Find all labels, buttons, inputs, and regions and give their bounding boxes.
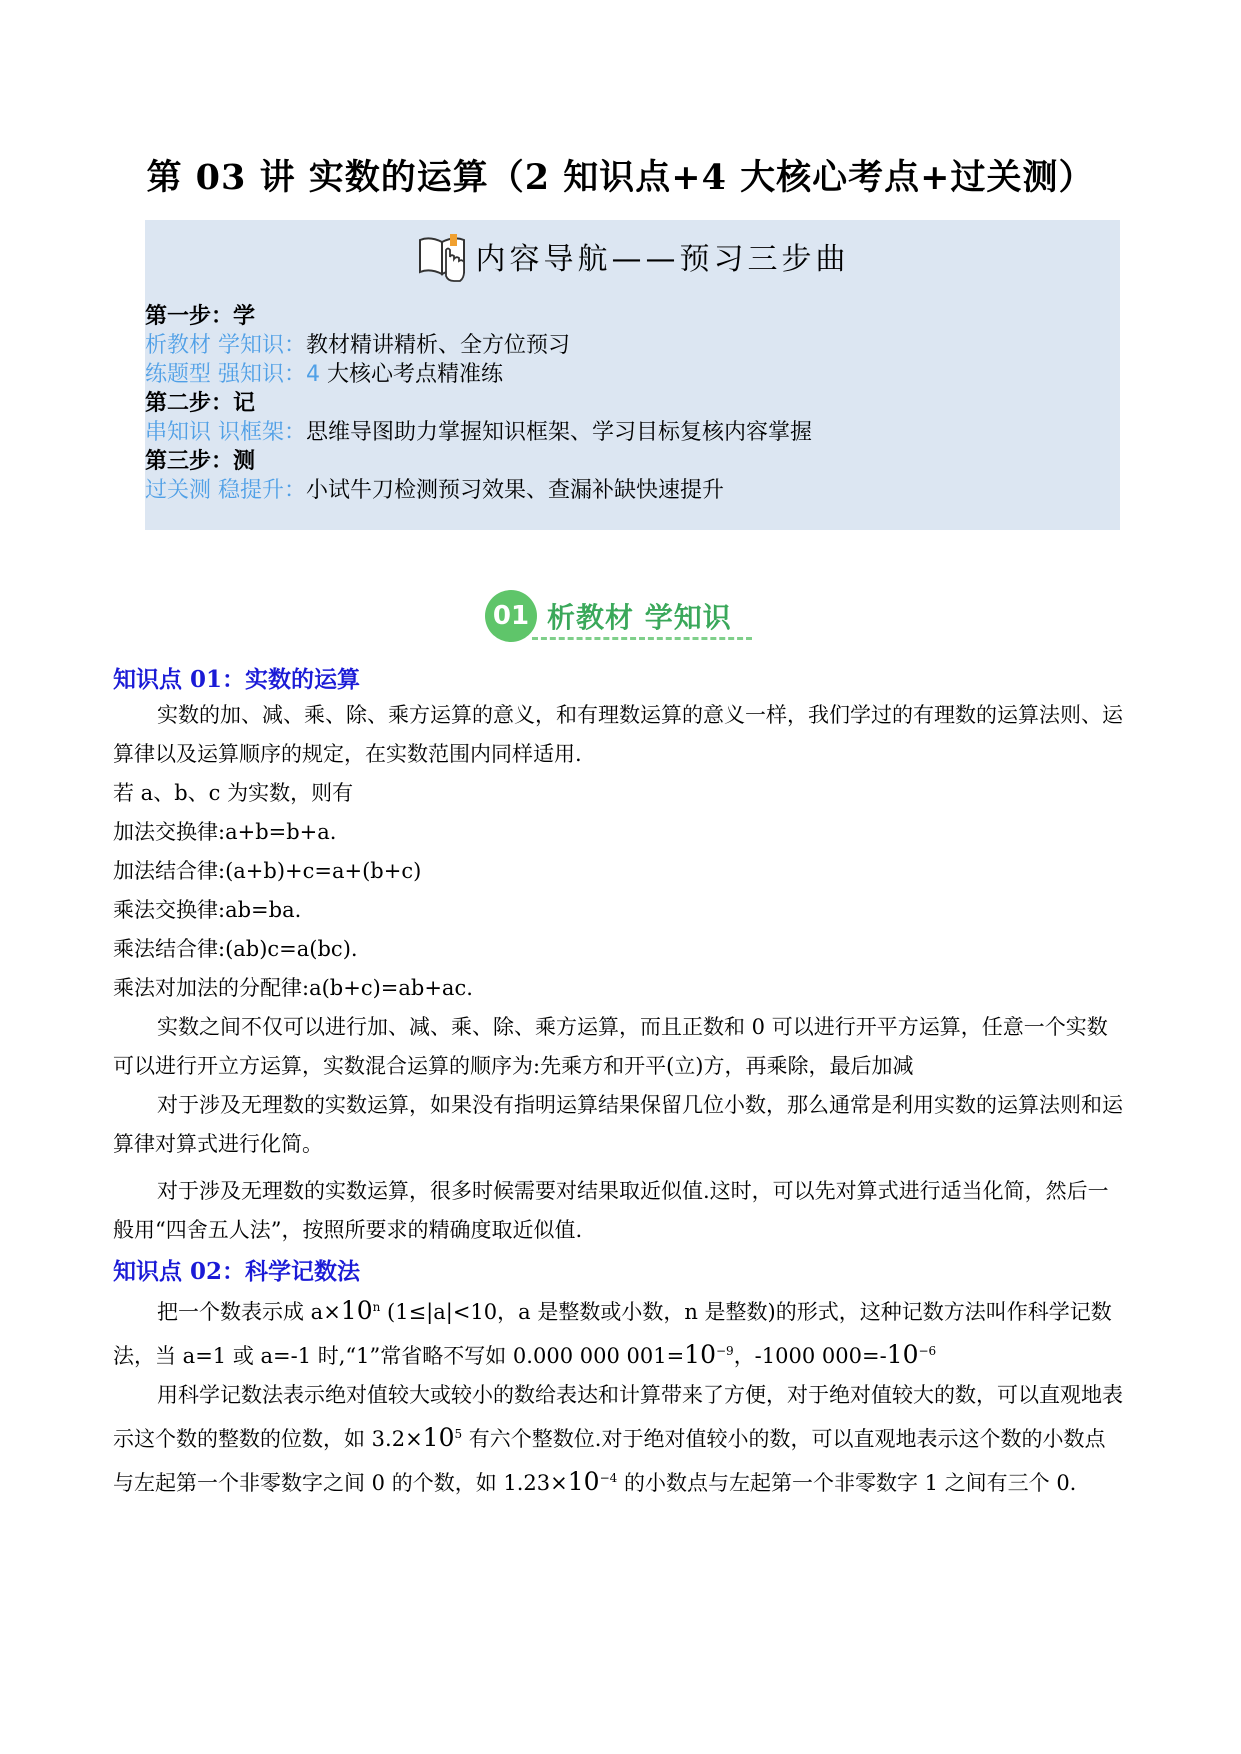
text-run: (1≤|a|<10，a 是整数或小数，n 是整数)的形式，这种记数方法叫作科学记数法，当 a=1 或 a=-1 时,“1”常省略不写如 0.000 000 001= <box>113 1300 1112 1368</box>
kp2-paragraph-2 <box>113 1376 1123 1503</box>
kp1-line: 乘法交换律:ab=ba. <box>113 898 302 922</box>
step-1-title: 第一步：学 <box>145 303 256 329</box>
step-text-number: 4 <box>306 362 320 387</box>
section-badge <box>485 588 732 644</box>
power-exponent: −6 <box>918 1344 937 1358</box>
page-title: 第 03 讲 实数的运算（2 知识点+4 大核心考点+过关测） <box>146 157 1095 198</box>
step-text: 大核心考点精准练 <box>320 362 503 387</box>
power-exponent: 5 <box>454 1427 463 1441</box>
kp1-line: 加法交换律:a+b=b+a. <box>113 820 337 844</box>
knowledge-point-1-heading: 知识点 01：实数的运算 <box>113 666 361 693</box>
nav-steps <box>145 302 812 505</box>
power-base: 10 <box>422 1423 455 1452</box>
section-label: 析教材 学知识 <box>547 601 732 634</box>
power-exponent: −9 <box>715 1344 734 1358</box>
kp1-paragraph-4: 对于涉及无理数的实数运算，很多时候需要对结果取近似值.这时，可以先对算式进行适当化简，然后一般用“四舍五人法”，按照所要求的精确度取近似值. <box>113 1179 1109 1242</box>
step-keyword: 串知识 识框架： <box>145 420 306 445</box>
step-2-title: 第二步：记 <box>145 390 256 416</box>
kp2-paragraph-1 <box>113 1288 1123 1376</box>
power-exponent: n <box>372 1300 381 1314</box>
step-keyword: 练题型 强知识： <box>145 362 306 387</box>
step-2-item-1 <box>145 418 812 447</box>
knowledge-point-2-heading: 知识点 02：科学记数法 <box>113 1258 361 1285</box>
power-base: 10 <box>684 1340 716 1369</box>
text-run: 的小数点与左起第一个非零数字 1 之间有三个 0. <box>617 1471 1077 1495</box>
power-base: 10 <box>567 1467 600 1496</box>
kp1-line: 乘法对加法的分配律:a(b+c)=ab+ac. <box>113 976 473 1000</box>
nav-header-text: 内容导航——预习三步曲 <box>475 242 850 277</box>
step-3-item-1 <box>145 476 812 505</box>
step-3-title: 第三步：测 <box>145 448 256 474</box>
step-1-item-1 <box>145 331 812 360</box>
nav-header <box>145 226 1120 286</box>
book-hand-icon <box>416 230 470 282</box>
section-underline <box>532 637 752 640</box>
text-run: ，-1000 000=- <box>733 1344 887 1368</box>
text-run: 把一个数表示成 a× <box>157 1300 341 1324</box>
kp1-paragraph-1: 实数的加、减、乘、除、乘方运算的意义，和有理数运算的意义一样，我们学过的有理数的运算法则、运算律以及运算顺序的规定，在实数范围内同样适用. <box>113 703 1123 766</box>
step-keyword: 析教材 学知识： <box>145 333 306 358</box>
power-base: 10 <box>886 1340 919 1369</box>
section-number: 01 <box>485 590 537 642</box>
power-base: 10 <box>340 1296 373 1325</box>
power-exponent: −4 <box>599 1471 618 1485</box>
step-keyword: 过关测 稳提升： <box>145 478 306 503</box>
step-text: 思维导图助力掌握知识框架、学习目标复核内容掌握 <box>306 420 813 445</box>
main-content <box>113 650 1123 1503</box>
kp1-paragraph-3: 对于涉及无理数的实数运算，如果没有指明运算结果保留几位小数，那么通常是利用实数的运算法则和运算律对算式进行化简。 <box>113 1093 1123 1156</box>
kp1-line: 加法结合律:(a+b)+c=a+(b+c) <box>113 859 422 883</box>
step-text: 教材精讲精析、全方位预习 <box>306 333 571 358</box>
step-text: 小试牛刀检测预习效果、查漏补缺快速提升 <box>306 478 725 503</box>
kp1-paragraph-2: 实数之间不仅可以进行加、减、乘、除、乘方运算，而且正数和 0 可以进行开平方运算，任意一个实数可以进行开立方运算，实数混合运算的顺序为:先乘方和开平(立)方，再乘除，最后加减 <box>113 1015 1108 1078</box>
text-run: 有六个整数位.对于绝对值较小的数，可以直观地表示这个数的小数点与左起第一个非零数字之间 0 的个数，如 1.23× <box>113 1427 1106 1495</box>
text-run: 用科学记数法表示绝对值较大或较小的数给表达和计算带来了方便，对于绝对值较大的数，可以直观地表示这个数的整数的位数，如 3.2× <box>113 1383 1123 1451</box>
kp1-line: 若 a、b、c 为实数，则有 <box>113 781 354 805</box>
step-1-item-2 <box>145 360 812 389</box>
content-navigation-box <box>145 220 1120 530</box>
kp1-line: 乘法结合律:(ab)c=a(bc). <box>113 937 358 961</box>
